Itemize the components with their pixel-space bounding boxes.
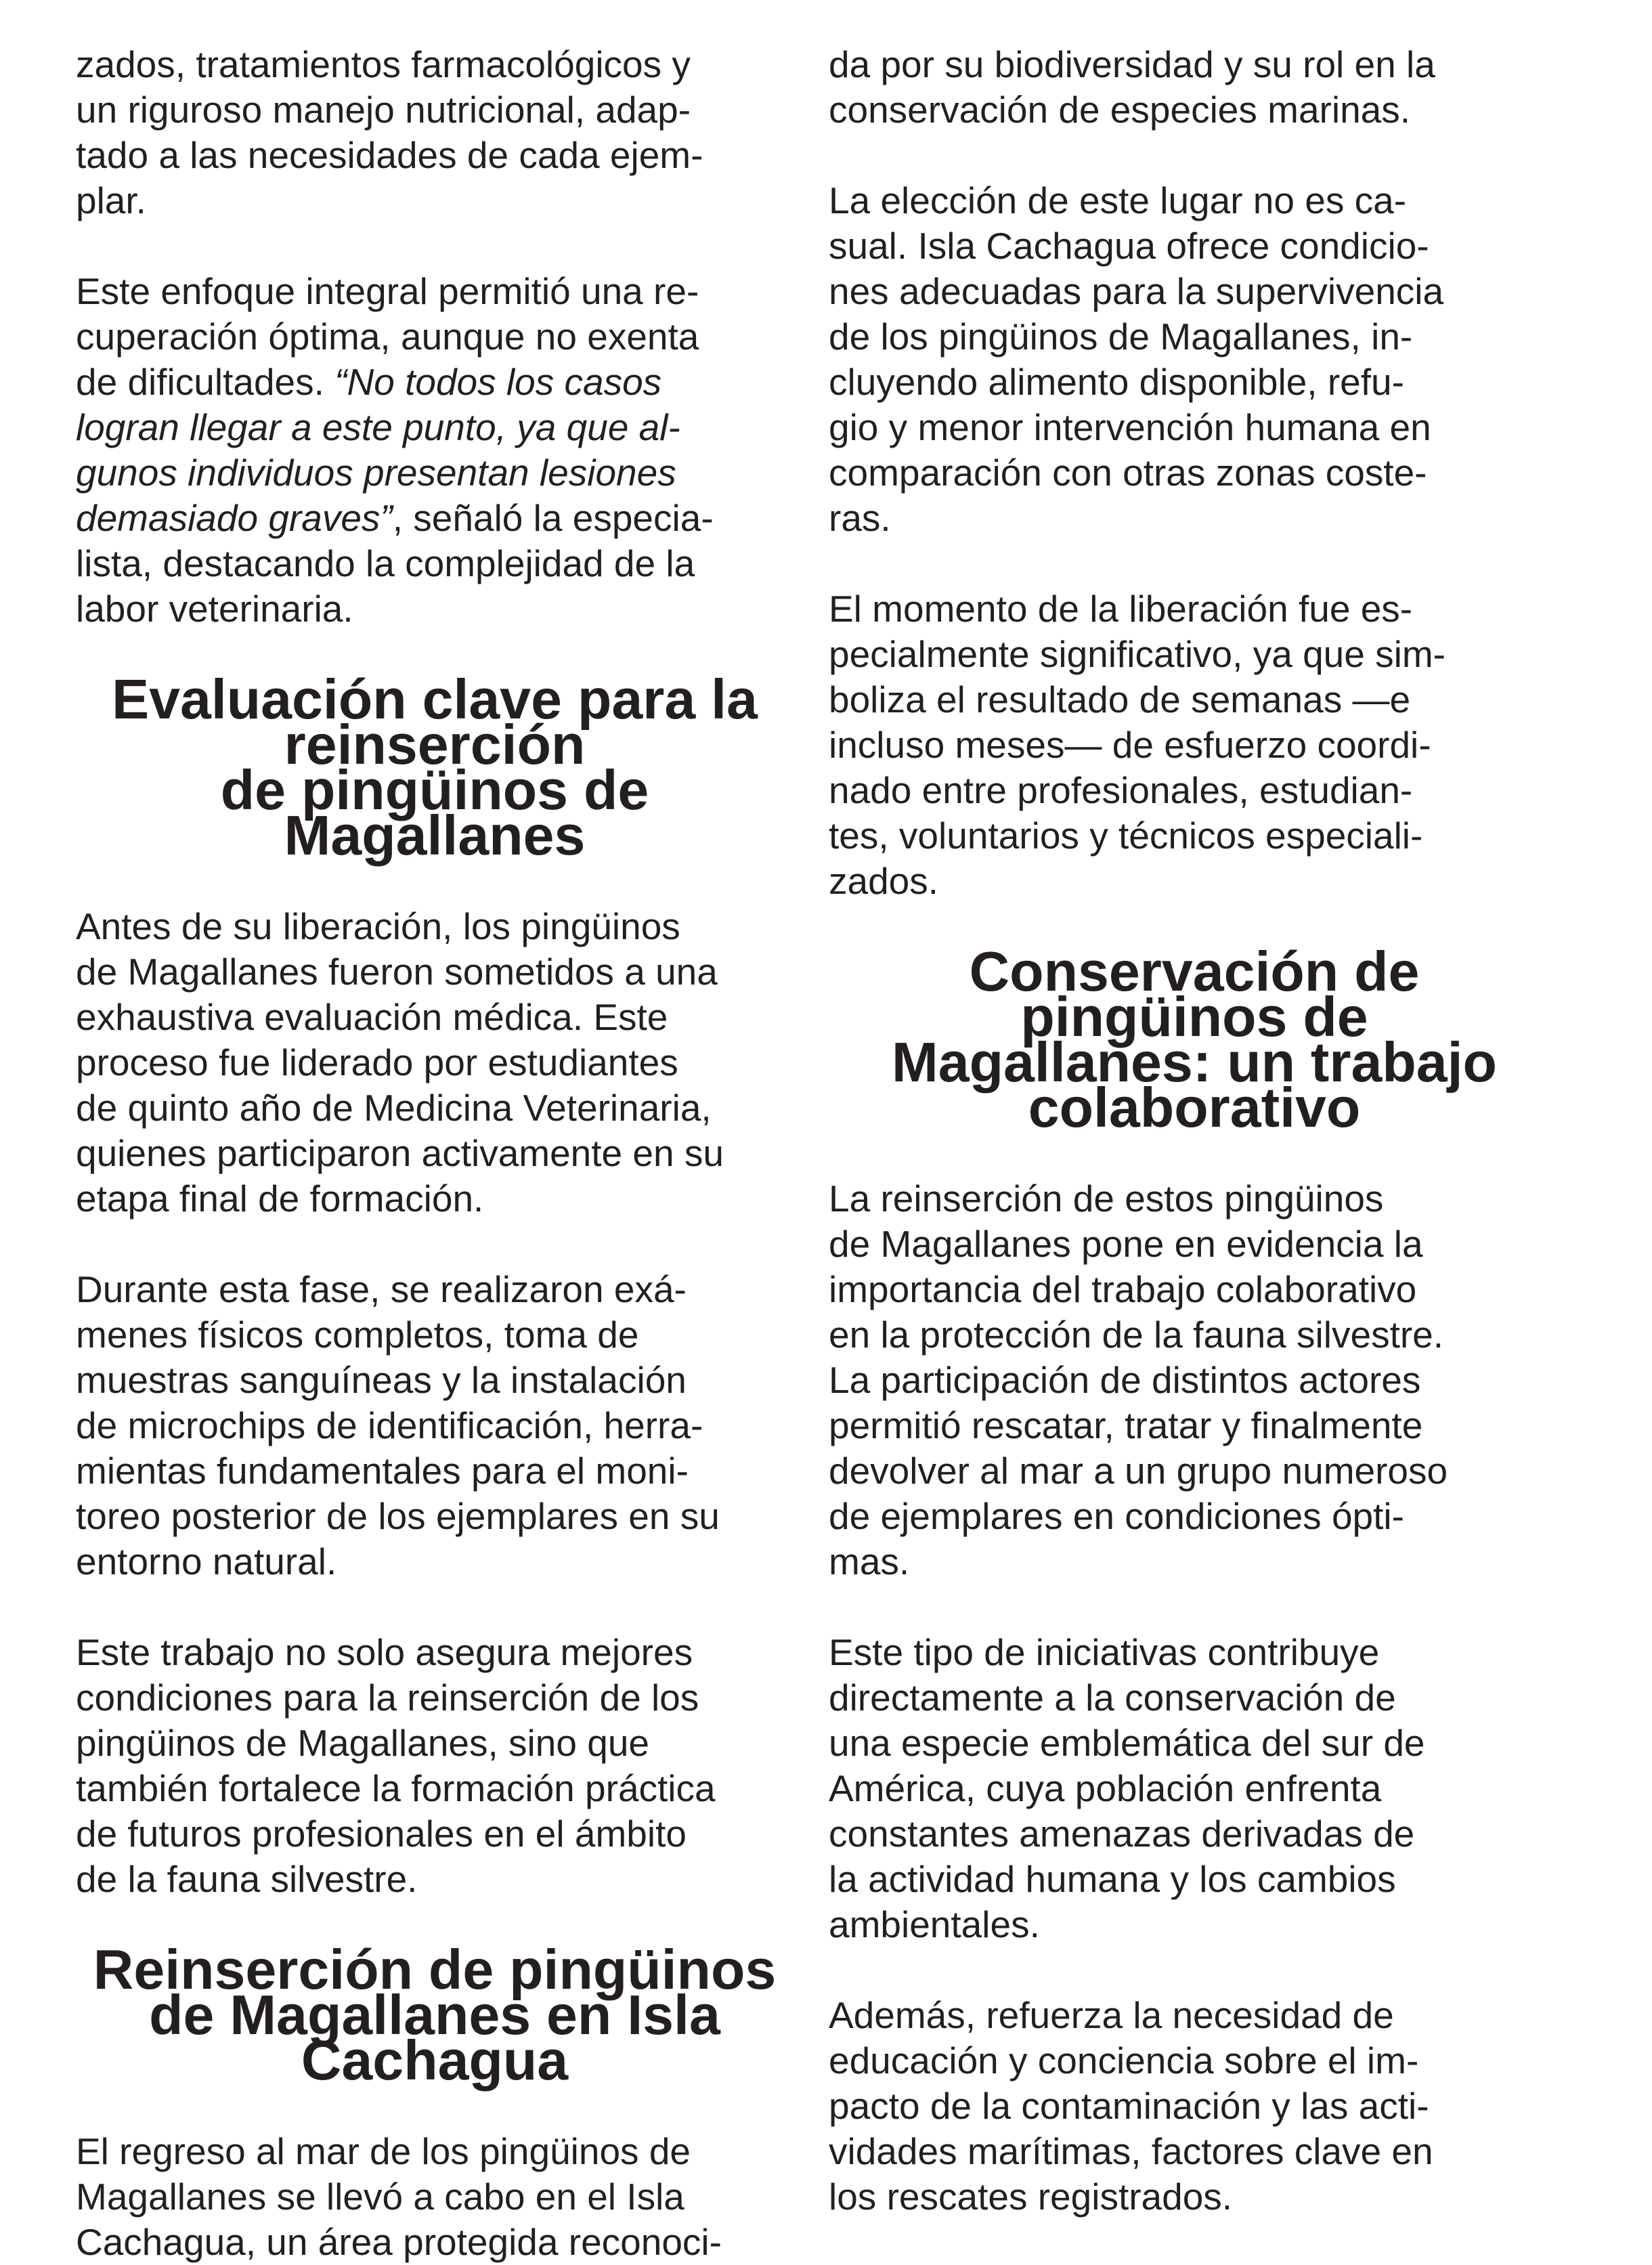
right-column <box>829 42 1560 2220</box>
paragraph-text: Este enfoque integral permitió una re- cuperación óptima, aunque no exenta de dificultades. <box>76 270 699 403</box>
paragraph: da por su biodiversidad y su rol en la conservación de especies marinas. <box>829 43 1435 131</box>
paragraph: Antes de su liberación, los pingüinos de Magallanes fueron sometidos a una exhaustiva evaluación médica. Este proceso fue liderado por estudiantes de quinto año de Medicina Veterinaria, quienes participaron activamente en su etapa final de formación. <box>76 905 724 1220</box>
paragraph: La elección de este lugar no es ca- sual. Isla Cachagua ofrece condicio- nes adecuadas para la supervivencia de los pingüinos de Magallanes, in- cluyendo alimento disponible, refu- gio y menor intervención humana en comparación con otras zonas coste- ras. <box>829 179 1444 539</box>
paragraph: Además, refuerza la necesidad de educación y conciencia sobre el im- pacto de la contaminación y las acti- vidades marítimas, factores clave en los rescates registrados. <box>829 1994 1433 2218</box>
paragraph: La reinserción de estos pingüinos de Magallanes pone en evidencia la importancia del trabajo colaborativo en la protección de la fauna silvestre. La participación de distintos actores permitió rescatar, tratar y finalmente devolver al mar a un grupo numeroso de ejemplares en condiciones ópti- mas. <box>829 1178 1448 1582</box>
paragraph: Este tipo de iniciativas contribuye directamente a la conservación de una especie emblemática del sur de América, cuya población enfrenta constantes amenazas derivadas de la actividad humana y los cambios ambientales. <box>829 1631 1425 1945</box>
section-heading: Evaluación clave para la reinserción de pingüinos de Magallanes <box>112 668 758 867</box>
paragraph: El regreso al mar de los pingüinos de Magallanes se llevó a cabo en el Isla Cachagua, un área protegida reconoci- <box>76 2130 722 2263</box>
paragraph-with-quote <box>76 269 794 632</box>
paragraph: El momento de la liberación fue es- pecialmente significativo, ya que sim- boliza el resultado de semanas —e incluso meses— de esfuerzo coordi- nado entre profesionales, estudian- tes, voluntarios y técnicos especiali- zados. <box>829 588 1446 902</box>
paragraph: Durante esta fase, se realizaron exá- menes físicos completos, toma de muestras sanguíneas y la instalación de microchips de identificación, herra- mientas fundamentales para el moni- toreo posterior de los ejemplares en su entorno natural. <box>76 1268 720 1582</box>
left-column <box>76 42 794 2265</box>
paragraph: Este trabajo no solo asegura mejores condiciones para la reinserción de los pingüinos de Magallanes, sino que también fortalece la formación práctica de futuros profesionales en el ámbito de la fauna silvestre. <box>76 1631 716 1900</box>
paragraph: zados, tratamientos farmacológicos y un riguroso manejo nutricional, adap- tado a las necesidades de cada ejem- plar. <box>76 43 703 221</box>
section-heading: Conservación de pingüinos de Magallanes: un trabajo colaborativo <box>892 941 1497 1139</box>
section-heading: Reinserción de pingüinos de Magallanes en Isla Cachagua <box>93 1939 777 2092</box>
paragraph-text: , señaló la especia- lista, destacando la complejidad de la labor veterinaria. <box>76 497 714 630</box>
specialist-quote: “No todos los casos logran llegar a este punto, ya que al- gunos individuos presentan lesiones demasiado graves” <box>76 361 680 539</box>
